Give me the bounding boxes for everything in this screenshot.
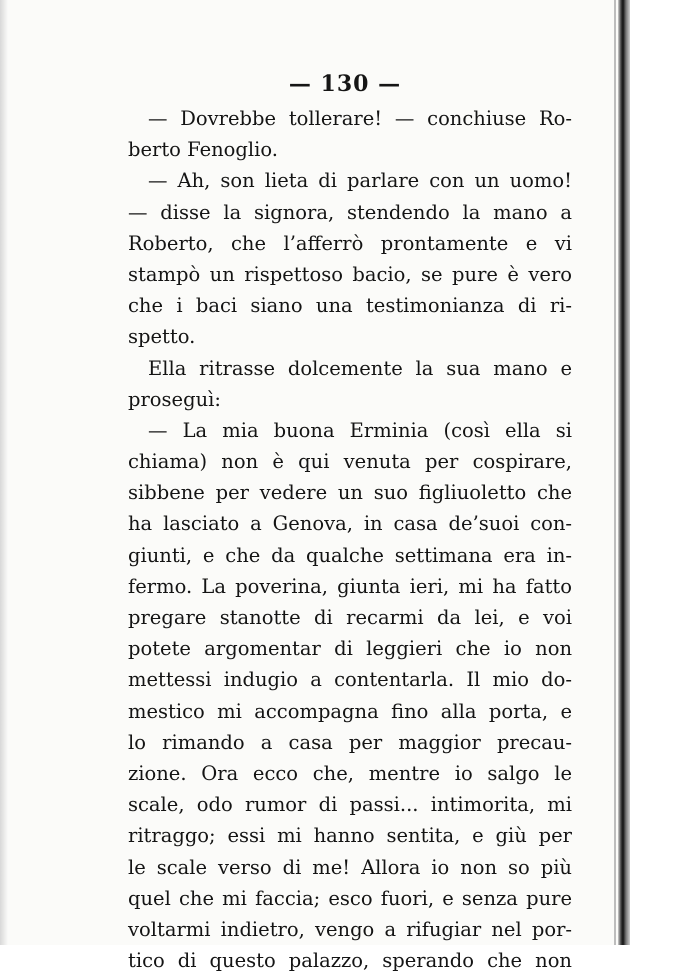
text-line: mettessi indugio a contentarla. Il mio do- <box>128 668 572 692</box>
text-line: Ella ritrasse dolcemente la sua mano e <box>148 356 572 380</box>
text-line: — La mia buona Erminia (così ella si <box>148 418 572 442</box>
text-line: berto Fenoglio. <box>128 138 278 162</box>
text-line: chiama) non è qui venuta per cospirare, <box>128 450 572 474</box>
page-number: — 130 — <box>288 71 402 97</box>
text-line: fermo. La poverina, giunta ieri, mi ha fatto <box>128 574 572 598</box>
page-gutter-line <box>614 0 616 945</box>
text-line: mestico mi accompagna fino alla porta, e <box>128 699 572 723</box>
text-line: potete argomentar di leggieri che io non <box>128 637 572 661</box>
text-line: — Ah, son lieta di parlare con un uomo! <box>148 169 572 193</box>
text-line: Roberto, che l’afferrò prontamente e vi <box>128 231 572 255</box>
text-line: giunti, e che da qualche settimana era in- <box>128 543 572 567</box>
page-left-edge <box>0 0 8 945</box>
text-line: spetto. <box>128 325 196 349</box>
text-line: stampò un rispettoso bacio, se pure è vero <box>128 262 572 286</box>
text-line: pregare stanotte di recarmi da lei, e voi <box>128 606 572 629</box>
text-line: — disse la signora, stendendo la mano a <box>128 200 572 224</box>
text-line: le scale verso di me! Allora io non so più <box>128 855 572 879</box>
text-line: tico di questo palazzo, sperando che non <box>128 949 572 973</box>
text-line: zione. Ora ecco che, mentre io salgo le <box>128 761 572 785</box>
text-line: scale, odo rumor di passi... intimorita, mi <box>128 793 572 817</box>
text-line: — Dovrebbe tollerare! — conchiuse Ro- <box>148 107 572 130</box>
text-line: sibbene per vedere un suo figliuoletto che <box>128 481 572 505</box>
text-line: ritraggo; essi mi hanno sentita, e giù per <box>128 824 572 848</box>
text-line: ha lasciato a Genova, in casa de’suoi con- <box>128 512 572 536</box>
text-line: proseguì: <box>128 387 221 411</box>
text-line: che i baci siano una testimonianza di ri- <box>128 294 572 318</box>
body-text <box>128 103 572 976</box>
text-line: voltarmi indietro, vengo a rifugiar nel por- <box>128 917 572 941</box>
text-line: quel che mi faccia; esco fuori, e senza pure <box>128 886 572 910</box>
text-line: lo rimando a casa per maggior precau- <box>128 730 572 754</box>
page-right-edge <box>618 0 630 945</box>
